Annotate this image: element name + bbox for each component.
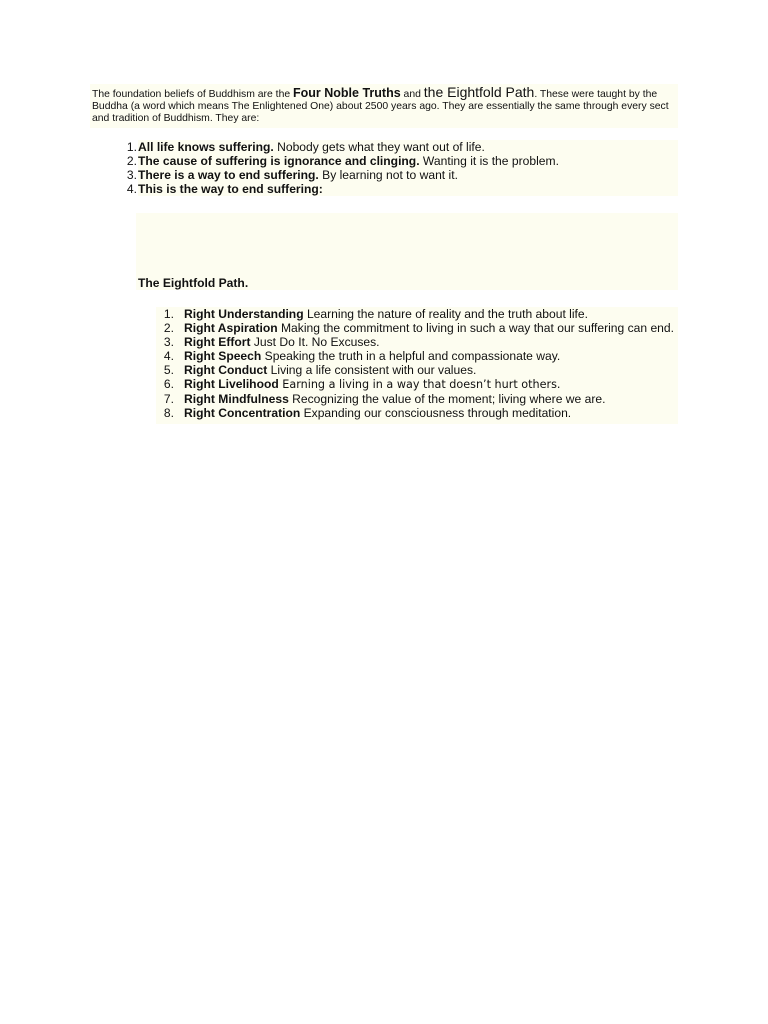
list-item [156, 335, 678, 349]
list-number: 4. [163, 349, 174, 363]
list-number: 1. [126, 140, 137, 154]
list-item-text [184, 307, 678, 321]
intro-text-1: The foundation beliefs of Buddhism are the [92, 89, 294, 100]
list-item [112, 168, 678, 182]
list-number: 4. [126, 182, 137, 196]
path-heading: Right Conduct [184, 363, 268, 377]
eightfold-path-heading: The Eightfold Path. [138, 276, 249, 290]
list-number: 8. [163, 406, 174, 420]
list-number: 3. [163, 335, 174, 349]
list-number: 5. [163, 363, 174, 377]
list-item [156, 363, 678, 377]
path-heading: Right Aspiration [184, 321, 278, 335]
list-item [156, 377, 678, 392]
list-number: 2. [126, 154, 137, 168]
path-heading: Right Understanding [184, 307, 304, 321]
truth-heading: This is the way to end suffering: [138, 182, 323, 196]
path-detail: Recognizing the value of the moment; living where we are. [288, 392, 606, 406]
truth-heading: All life knows suffering. [138, 140, 274, 154]
noble-truths-list [112, 140, 678, 196]
list-item-text [138, 182, 678, 196]
intro-and: and [400, 89, 424, 100]
list-number: 3. [126, 168, 137, 182]
path-heading: Right Effort [184, 335, 251, 349]
list-item [112, 182, 678, 196]
path-detail: Making the commitment to living in such a way that our suffering can end. [277, 321, 674, 335]
list-number: 7. [163, 392, 174, 406]
list-item-text [138, 168, 678, 182]
truth-detail: Nobody gets what they want out of life. [273, 140, 485, 154]
list-item [156, 349, 678, 363]
list-item [156, 307, 678, 321]
list-item-text [184, 392, 678, 406]
list-item-text [184, 377, 678, 392]
list-item-text [184, 363, 678, 377]
list-item-text [138, 154, 678, 168]
path-detail: Learning the nature of reality and the truth about life. [303, 307, 588, 321]
intro-text-2: . These were taught by the Buddha (a word which means The Enlightened One) about 2500 years ago. They are essentially the same through every sect and tradition of Buddhism. They are: [92, 89, 669, 124]
list-item-text [184, 321, 678, 335]
path-heading: Right Livelihood [184, 377, 279, 391]
list-item-text [184, 335, 678, 349]
eightfold-path-term: the Eightfold Path [423, 84, 535, 100]
path-detail: Earning a living in a way that doesn’t hurt others. [278, 378, 561, 391]
list-item-text [184, 349, 678, 363]
list-number: 2. [163, 321, 174, 335]
list-item [112, 154, 678, 168]
list-item [156, 406, 678, 420]
path-detail: Speaking the truth in a helpful and compassionate way. [261, 349, 561, 363]
path-heading: Right Speech [184, 349, 262, 363]
truth-heading: The cause of suffering is ignorance and clinging. [138, 154, 420, 168]
truth-heading: There is a way to end suffering. [138, 168, 319, 182]
list-number: 6. [163, 377, 174, 391]
path-heading: Right Concentration [184, 406, 301, 420]
truth-detail: Wanting it is the problem. [419, 154, 559, 168]
path-detail: Just Do It. No Excuses. [250, 335, 380, 349]
list-number: 1. [163, 307, 174, 321]
intro-paragraph [90, 84, 678, 128]
list-item-text [184, 406, 678, 420]
four-noble-truths-term: Four Noble Truths [293, 86, 401, 100]
list-item [156, 392, 678, 406]
eightfold-path-list [156, 307, 678, 424]
path-heading: Right Mindfulness [184, 392, 289, 406]
list-item [156, 321, 678, 335]
list-item [112, 140, 678, 154]
path-detail: Living a life consistent with our values. [267, 363, 477, 377]
list-item-text [138, 140, 678, 154]
path-detail: Expanding our consciousness through meditation. [300, 406, 572, 420]
truth-detail: By learning not to want it. [318, 168, 458, 182]
